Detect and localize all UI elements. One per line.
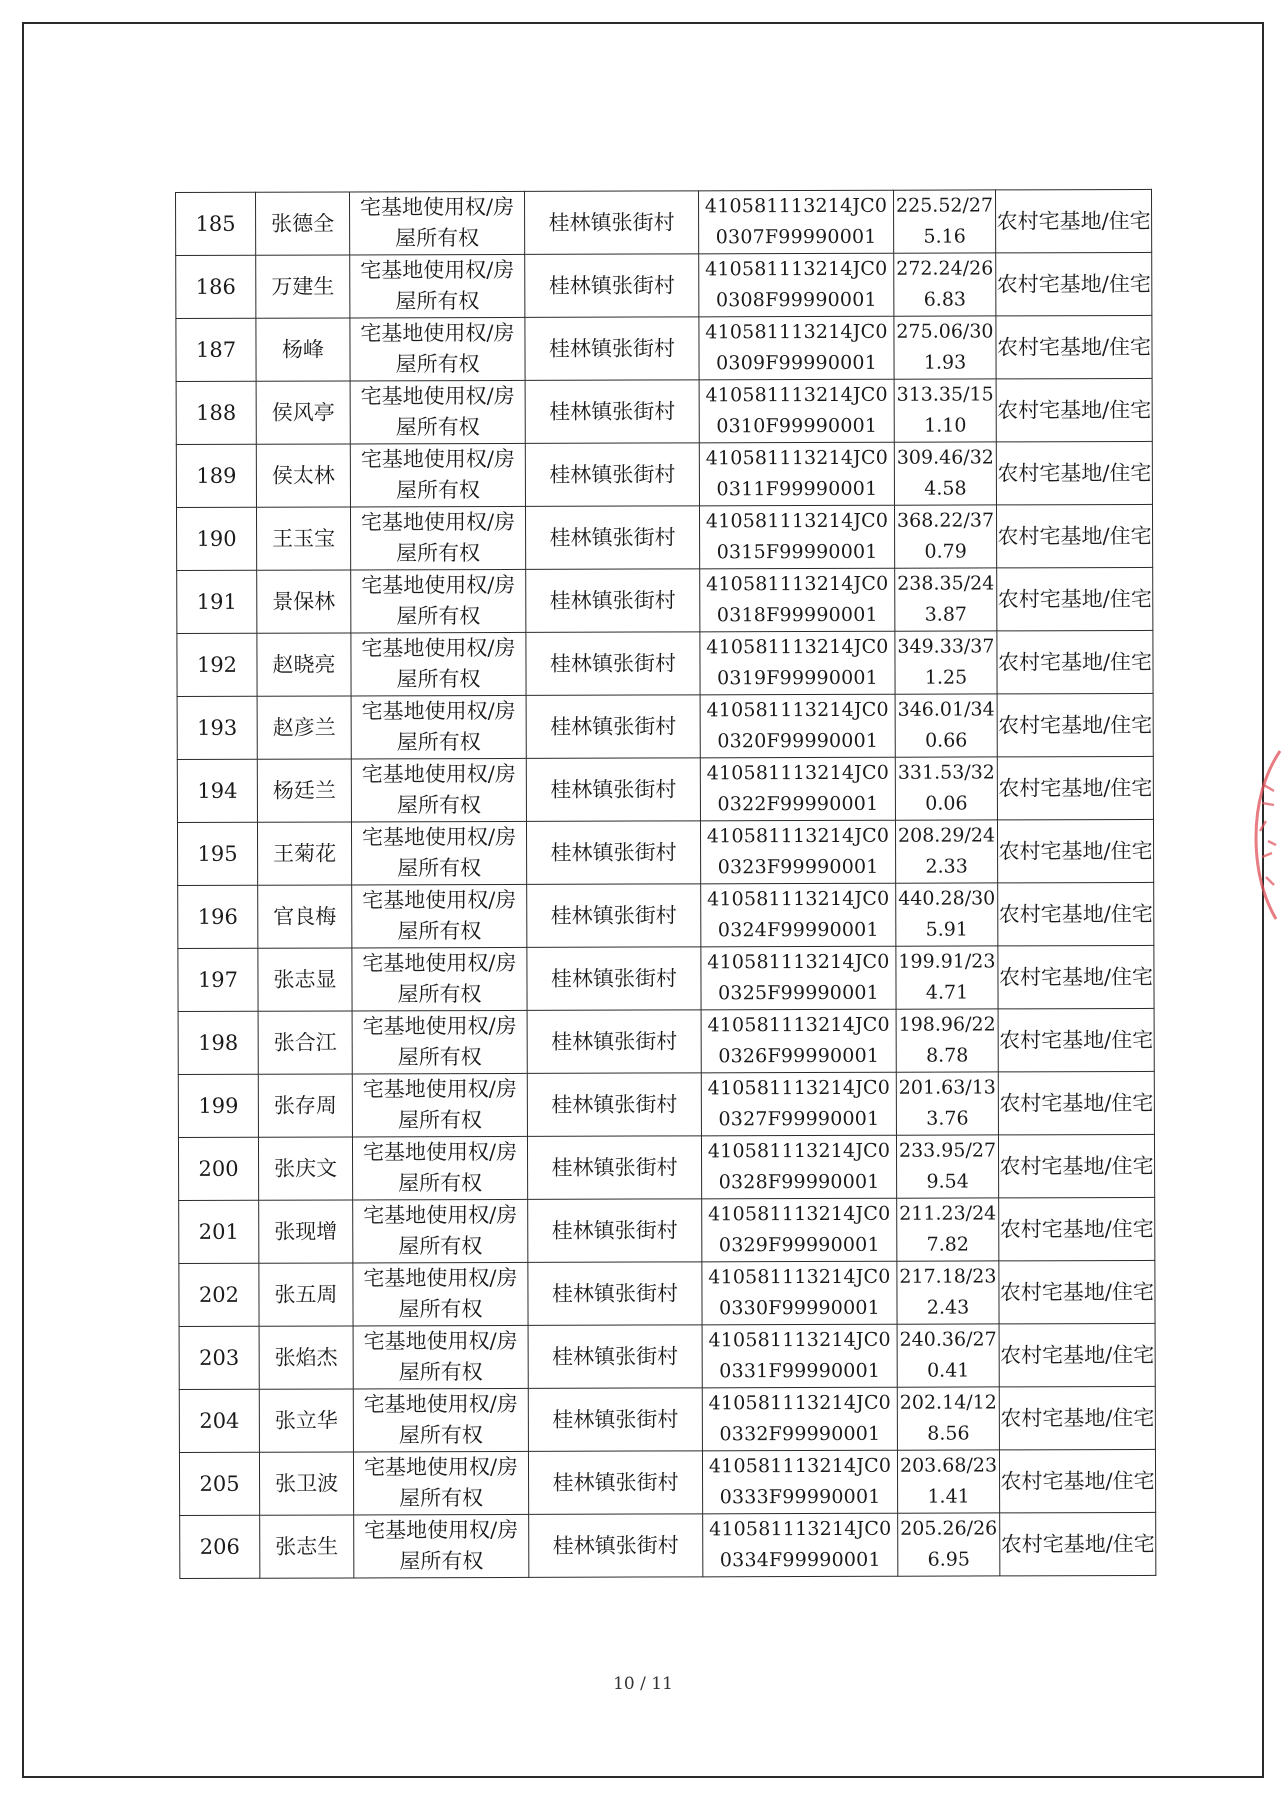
table-row [179, 1197, 1155, 1263]
owner-name-cell: 王玉宝 [256, 507, 350, 570]
property-location-cell: 桂林镇张街村 [525, 443, 699, 507]
table-row [176, 252, 1152, 318]
land-use-cell: 农村宅基地/住宅 [998, 1008, 1154, 1071]
right-type-cell: 宅基地使用权/房屋所有权 [352, 884, 527, 948]
area-value-cell: 217.18/232.43 [897, 1261, 999, 1324]
table-row [176, 441, 1152, 507]
right-type-cell: 宅基地使用权/房屋所有权 [350, 506, 525, 570]
area-value-cell: 208.29/242.33 [895, 820, 997, 883]
row-number-cell: 192 [177, 633, 257, 696]
property-location-cell: 桂林镇张街村 [526, 632, 700, 696]
table-row [179, 1386, 1155, 1452]
property-location-cell: 桂林镇张街村 [525, 254, 699, 318]
table-row [176, 378, 1152, 444]
land-use-cell: 农村宅基地/住宅 [998, 882, 1154, 945]
property-location-cell: 桂林镇张街村 [526, 695, 700, 759]
area-value-cell: 211.23/247.82 [897, 1198, 999, 1261]
land-use-cell: 农村宅基地/住宅 [996, 252, 1152, 315]
table-row [177, 630, 1153, 696]
right-type-cell: 宅基地使用权/房屋所有权 [352, 1136, 527, 1200]
area-value-cell: 238.35/243.87 [895, 568, 997, 631]
right-type-cell: 宅基地使用权/房屋所有权 [351, 821, 526, 885]
owner-name-cell: 景保林 [257, 570, 351, 633]
owner-name-cell: 张五周 [259, 1263, 353, 1326]
land-use-cell: 农村宅基地/住宅 [999, 1323, 1155, 1386]
land-use-cell: 农村宅基地/住宅 [1000, 1512, 1156, 1575]
property-records-table [175, 189, 1156, 1579]
land-use-cell: 农村宅基地/住宅 [997, 756, 1153, 819]
table-row [176, 315, 1152, 381]
area-value-cell: 309.46/324.58 [894, 442, 996, 505]
area-value-cell: 272.24/266.83 [894, 253, 996, 316]
row-number-cell: 200 [178, 1137, 258, 1200]
row-number-cell: 196 [178, 885, 258, 948]
table-row [177, 819, 1153, 885]
right-type-cell: 宅基地使用权/房屋所有权 [353, 1199, 528, 1263]
owner-name-cell: 张卫波 [259, 1452, 353, 1515]
property-location-cell: 桂林镇张街村 [529, 1514, 703, 1578]
area-value-cell: 331.53/320.06 [895, 757, 997, 820]
land-use-cell: 农村宅基地/住宅 [998, 1134, 1154, 1197]
right-type-cell: 宅基地使用权/房屋所有权 [351, 632, 526, 696]
property-location-cell: 桂林镇张街村 [525, 317, 699, 381]
row-number-cell: 198 [178, 1011, 258, 1074]
property-location-cell: 桂林镇张街村 [526, 821, 700, 885]
right-type-cell: 宅基地使用权/房屋所有权 [350, 191, 525, 255]
red-stamp-fragment [1242, 745, 1282, 925]
table-row [179, 1449, 1155, 1515]
table-row [178, 882, 1154, 948]
area-value-cell: 203.68/231.41 [897, 1450, 999, 1513]
table-row [177, 567, 1153, 633]
property-location-cell: 桂林镇张街村 [527, 884, 701, 948]
unit-code-cell: 410581113214JC00325F99990001 [701, 946, 896, 1010]
owner-name-cell: 张庆文 [258, 1137, 352, 1200]
row-number-cell: 189 [176, 444, 256, 507]
property-location-cell: 桂林镇张街村 [527, 947, 701, 1011]
row-number-cell: 194 [177, 759, 257, 822]
row-number-cell: 187 [176, 318, 256, 381]
right-type-cell: 宅基地使用权/房屋所有权 [352, 1073, 527, 1137]
area-value-cell: 198.96/228.78 [896, 1009, 998, 1072]
area-value-cell: 205.26/266.95 [898, 1513, 1000, 1576]
unit-code-cell: 410581113214JC00323F99990001 [700, 820, 895, 884]
land-use-cell: 农村宅基地/住宅 [996, 504, 1152, 567]
property-location-cell: 桂林镇张街村 [528, 1262, 702, 1326]
area-value-cell: 313.35/151.10 [894, 379, 996, 442]
right-type-cell: 宅基地使用权/房屋所有权 [354, 1514, 529, 1578]
property-location-cell: 桂林镇张街村 [528, 1325, 702, 1389]
owner-name-cell: 官良梅 [258, 885, 352, 948]
table-row [176, 189, 1152, 255]
table-row [178, 1008, 1154, 1074]
row-number-cell: 190 [176, 507, 256, 570]
unit-code-cell: 410581113214JC00329F99990001 [702, 1198, 897, 1262]
property-location-cell: 桂林镇张街村 [528, 1451, 702, 1515]
right-type-cell: 宅基地使用权/房屋所有权 [351, 695, 526, 759]
land-use-cell: 农村宅基地/住宅 [997, 819, 1153, 882]
row-number-cell: 197 [178, 948, 258, 1011]
owner-name-cell: 张立华 [259, 1389, 353, 1452]
row-number-cell: 191 [177, 570, 257, 633]
property-location-cell: 桂林镇张街村 [525, 380, 699, 444]
unit-code-cell: 410581113214JC00330F99990001 [702, 1261, 897, 1325]
right-type-cell: 宅基地使用权/房屋所有权 [351, 758, 526, 822]
right-type-cell: 宅基地使用权/房屋所有权 [353, 1262, 528, 1326]
row-number-cell: 206 [180, 1515, 260, 1578]
land-use-cell: 农村宅基地/住宅 [998, 945, 1154, 1008]
area-value-cell: 240.36/270.41 [897, 1324, 999, 1387]
table-row [179, 1323, 1155, 1389]
owner-name-cell: 赵彦兰 [257, 696, 351, 759]
owner-name-cell: 王菊花 [257, 822, 351, 885]
row-number-cell: 188 [176, 381, 256, 444]
right-type-cell: 宅基地使用权/房屋所有权 [353, 1451, 528, 1515]
row-number-cell: 199 [178, 1074, 258, 1137]
owner-name-cell: 侯太林 [256, 444, 350, 507]
property-location-cell: 桂林镇张街村 [527, 1136, 701, 1200]
property-location-cell: 桂林镇张街村 [526, 758, 700, 822]
right-type-cell: 宅基地使用权/房屋所有权 [350, 317, 525, 381]
unit-code-cell: 410581113214JC00307F99990001 [698, 190, 893, 254]
table-row [178, 1071, 1154, 1137]
right-type-cell: 宅基地使用权/房屋所有权 [353, 1388, 528, 1452]
property-location-cell: 桂林镇张街村 [526, 569, 700, 633]
owner-name-cell: 张存周 [258, 1074, 352, 1137]
unit-code-cell: 410581113214JC00326F99990001 [701, 1009, 896, 1073]
owner-name-cell: 赵晓亮 [257, 633, 351, 696]
page-number: 10 / 11 [613, 1674, 673, 1694]
owner-name-cell: 张现增 [259, 1200, 353, 1263]
unit-code-cell: 410581113214JC00311F99990001 [699, 442, 894, 506]
unit-code-cell: 410581113214JC00322F99990001 [700, 757, 895, 821]
row-number-cell: 195 [177, 822, 257, 885]
table-body [176, 189, 1156, 1578]
right-type-cell: 宅基地使用权/房屋所有权 [350, 254, 525, 318]
area-value-cell: 202.14/128.56 [897, 1387, 999, 1450]
land-use-cell: 农村宅基地/住宅 [998, 1071, 1154, 1134]
land-use-cell: 农村宅基地/住宅 [996, 378, 1152, 441]
table-row [178, 1134, 1154, 1200]
owner-name-cell: 杨廷兰 [257, 759, 351, 822]
table-row [179, 1260, 1155, 1326]
land-use-cell: 农村宅基地/住宅 [999, 1197, 1155, 1260]
right-type-cell: 宅基地使用权/房屋所有权 [351, 569, 526, 633]
unit-code-cell: 410581113214JC00333F99990001 [702, 1450, 897, 1514]
area-value-cell: 233.95/279.54 [896, 1135, 998, 1198]
owner-name-cell: 张志生 [260, 1515, 354, 1578]
unit-code-cell: 410581113214JC00324F99990001 [701, 883, 896, 947]
owner-name-cell: 张焰杰 [259, 1326, 353, 1389]
property-location-cell: 桂林镇张街村 [527, 1010, 701, 1074]
row-number-cell: 203 [179, 1326, 259, 1389]
right-type-cell: 宅基地使用权/房屋所有权 [352, 1010, 527, 1074]
land-use-cell: 农村宅基地/住宅 [995, 189, 1151, 252]
table-row [177, 756, 1153, 822]
table-row [180, 1512, 1156, 1578]
owner-name-cell: 杨峰 [256, 318, 350, 381]
area-value-cell: 199.91/234.71 [896, 946, 998, 1009]
row-number-cell: 204 [179, 1389, 259, 1452]
unit-code-cell: 410581113214JC00327F99990001 [701, 1072, 896, 1136]
unit-code-cell: 410581113214JC00310F99990001 [699, 379, 894, 443]
land-use-cell: 农村宅基地/住宅 [996, 315, 1152, 378]
unit-code-cell: 410581113214JC00309F99990001 [699, 316, 894, 380]
area-value-cell: 275.06/301.93 [894, 316, 996, 379]
unit-code-cell: 410581113214JC00315F99990001 [699, 505, 894, 569]
land-use-cell: 农村宅基地/住宅 [997, 567, 1153, 630]
right-type-cell: 宅基地使用权/房屋所有权 [352, 947, 527, 1011]
unit-code-cell: 410581113214JC00334F99990001 [703, 1513, 898, 1577]
property-location-cell: 桂林镇张街村 [528, 1388, 702, 1452]
right-type-cell: 宅基地使用权/房屋所有权 [350, 443, 525, 507]
unit-code-cell: 410581113214JC00331F99990001 [702, 1324, 897, 1388]
land-use-cell: 农村宅基地/住宅 [999, 1386, 1155, 1449]
unit-code-cell: 410581113214JC00328F99990001 [701, 1135, 896, 1199]
area-value-cell: 225.52/275.16 [893, 190, 995, 253]
land-use-cell: 农村宅基地/住宅 [997, 630, 1153, 693]
owner-name-cell: 张志显 [258, 948, 352, 1011]
row-number-cell: 193 [177, 696, 257, 759]
table-row [177, 693, 1153, 759]
right-type-cell: 宅基地使用权/房屋所有权 [353, 1325, 528, 1389]
owner-name-cell: 张德全 [256, 192, 350, 255]
unit-code-cell: 410581113214JC00332F99990001 [702, 1387, 897, 1451]
owner-name-cell: 侯风亭 [256, 381, 350, 444]
right-type-cell: 宅基地使用权/房屋所有权 [350, 380, 525, 444]
row-number-cell: 205 [179, 1452, 259, 1515]
land-use-cell: 农村宅基地/住宅 [999, 1449, 1155, 1512]
owner-name-cell: 万建生 [256, 255, 350, 318]
property-location-cell: 桂林镇张街村 [527, 1073, 701, 1137]
land-use-cell: 农村宅基地/住宅 [997, 693, 1153, 756]
unit-code-cell: 410581113214JC00320F99990001 [700, 694, 895, 758]
property-location-cell: 桂林镇张街村 [528, 1199, 702, 1263]
area-value-cell: 201.63/133.76 [896, 1072, 998, 1135]
area-value-cell: 440.28/305.91 [896, 883, 998, 946]
property-location-cell: 桂林镇张街村 [525, 506, 699, 570]
area-value-cell: 346.01/340.66 [895, 694, 997, 757]
unit-code-cell: 410581113214JC00319F99990001 [700, 631, 895, 695]
row-number-cell: 185 [176, 192, 256, 255]
property-location-cell: 桂林镇张街村 [524, 191, 698, 255]
unit-code-cell: 410581113214JC00318F99990001 [700, 568, 895, 632]
row-number-cell: 186 [176, 255, 256, 318]
land-use-cell: 农村宅基地/住宅 [999, 1260, 1155, 1323]
row-number-cell: 202 [179, 1263, 259, 1326]
row-number-cell: 201 [179, 1200, 259, 1263]
table-row [178, 945, 1154, 1011]
area-value-cell: 368.22/370.79 [894, 505, 996, 568]
owner-name-cell: 张合江 [258, 1011, 352, 1074]
unit-code-cell: 410581113214JC00308F99990001 [699, 253, 894, 317]
land-use-cell: 农村宅基地/住宅 [996, 441, 1152, 504]
area-value-cell: 349.33/371.25 [895, 631, 997, 694]
table-row [176, 504, 1152, 570]
